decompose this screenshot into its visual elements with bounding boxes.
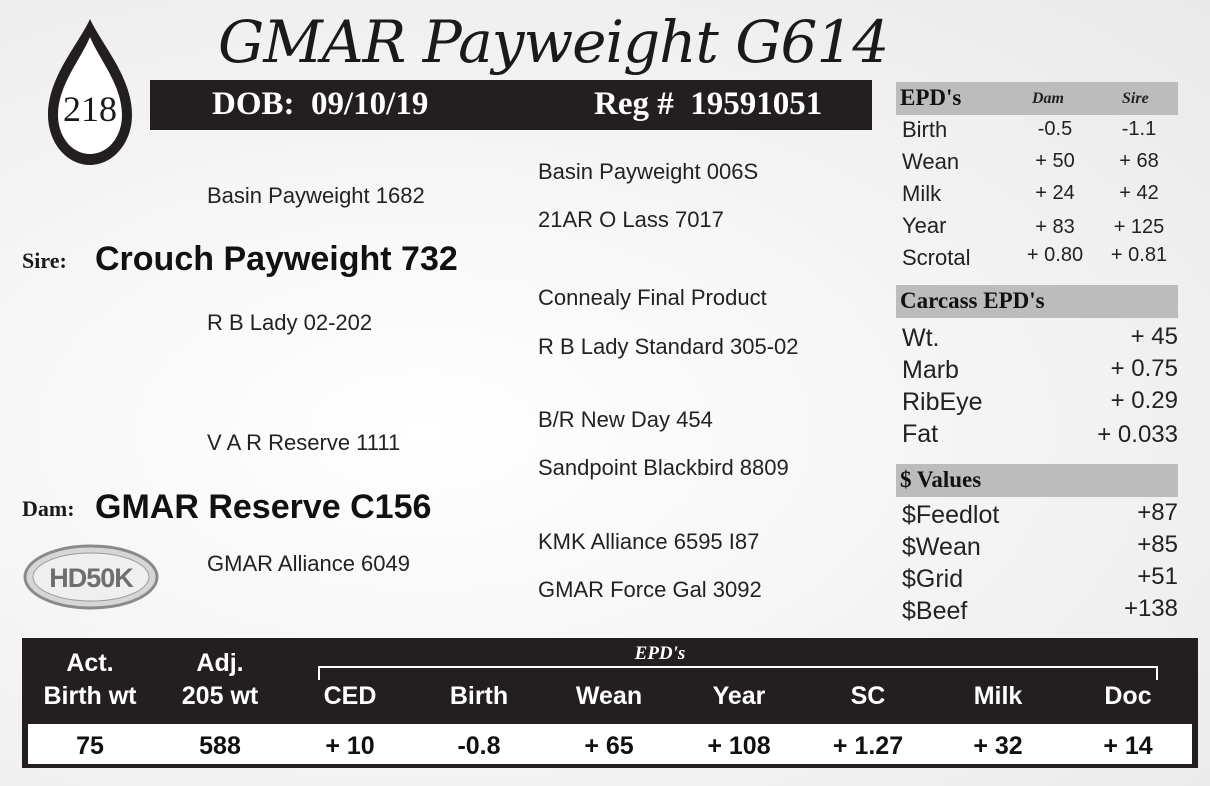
carcass-row-label: RibEye [902,388,983,416]
value-row-label: $Beef [902,597,968,625]
dam-name: GMAR Reserve C156 [95,488,432,526]
sire-sire-sire: Basin Payweight 006S [538,159,759,184]
sire-sire: Basin Payweight 1682 [207,183,425,208]
carcass-row-value: + 0.29 [1110,387,1178,414]
epd-group-bracket [318,666,1158,680]
epd-group-label: EPD's [634,643,686,664]
epd-sire-value: + 42 [1119,182,1159,204]
value-row-value: +85 [1137,531,1178,558]
act-header-line2: Birth wt [43,682,137,710]
epd-dam-value: + 0.80 [1026,244,1084,266]
dam-dam: GMAR Alliance 6049 [207,551,410,576]
value-row-label: $Wean [902,533,981,561]
carcass-row-label: Fat [902,420,939,448]
dam-dam-dam: GMAR Force Gal 3092 [538,577,762,602]
epd-sire-value: + 125 [1113,216,1165,238]
value-row-label: $Feedlot [902,501,1000,529]
col-header-ced: CED [323,682,377,710]
dob-value: 09/10/19 [311,86,429,122]
dam-sire-dam: Sandpoint Blackbird 8809 [538,455,789,480]
registration [594,86,822,123]
values-header: $ Values [900,467,982,492]
carcass-row-label: Wt. [902,324,940,352]
sire-name: Crouch Payweight 732 [95,240,458,278]
col-header-milk: Milk [973,682,1023,710]
reg-label: Reg # [594,86,674,122]
sire-dam-sire: Connealy Final Product [538,285,767,310]
carcass-row-label: Marb [902,356,959,384]
birth-value: -0.8 [457,732,501,760]
epd-dam-value: + 24 [1035,182,1075,204]
wean-value: + 65 [584,732,634,760]
col-header-doc: Doc [1104,682,1152,710]
epd-col-sire: Sire [1122,90,1149,107]
epd-dam-value: + 83 [1035,216,1075,238]
carcass-row-value: + 0.033 [1097,421,1178,448]
ced-value: + 10 [325,732,375,760]
value-row-value: +138 [1123,595,1178,622]
value-row-value: +87 [1137,499,1178,526]
sire-dam-dam: R B Lady Standard 305-02 [538,334,799,359]
epd-dam-value: -0.5 [1037,118,1073,140]
adj-205-wt-value: 588 [199,732,241,760]
reg-value: 19591051 [690,86,823,122]
dob-label: DOB: [212,86,295,122]
col-header-birth: Birth [449,682,509,710]
dam-sire: V A R Reserve 1111 [207,430,401,455]
sire-label: Sire: [22,248,67,273]
adj-header-line1: Adj. [196,649,244,677]
sire-dam: R B Lady 02-202 [207,310,373,335]
epd-row-label: Birth [902,117,948,142]
value-row-label: $Grid [902,565,964,593]
lot-number: 218 [63,89,117,129]
dam-sire-sire: B/R New Day 454 [538,407,713,432]
value-row-value: +51 [1137,563,1178,590]
animal-name-title: GMAR Payweight G614 [218,8,889,76]
epd-row-label: Scrotal [902,245,971,270]
dam-label: Dam: [22,496,75,521]
epd-row-label: Milk [902,181,942,206]
carcass-row-value: + 45 [1130,323,1178,350]
epd-sire-value: -1.1 [1121,118,1157,140]
dam-dam-sire: KMK Alliance 6595 I87 [538,529,760,554]
col-header-sc: SC [850,682,886,710]
epd-col-dam: Dam [1032,90,1064,107]
hd50k-logo-icon [22,543,160,611]
col-header-wean: Wean [575,682,643,710]
hd50k-text: HD50K [49,563,133,593]
milk-value: + 32 [973,732,1023,760]
dob [212,86,428,123]
sire-sire-dam: 21AR O Lass 7017 [538,207,724,232]
act-header-line1: Act. [66,649,114,677]
act-birth-wt-value: 75 [76,732,104,760]
epd-row-label: Wean [902,149,960,174]
doc-value: + 14 [1103,732,1153,760]
epd-sire-value: + 68 [1119,150,1159,172]
carcass-row-value: + 0.75 [1110,355,1178,382]
carcass-header: Carcass EPD's [900,288,1045,313]
epd-header: EPD's [900,85,962,110]
adj-header-line2: 205 wt [181,682,259,710]
epd-sire-value: + 0.81 [1110,244,1168,266]
year-value: + 108 [707,732,771,760]
epd-dam-value: + 50 [1035,150,1075,172]
col-header-year: Year [712,682,766,710]
epd-row-label: Year [902,213,947,238]
sc-value: + 1.27 [832,732,904,760]
